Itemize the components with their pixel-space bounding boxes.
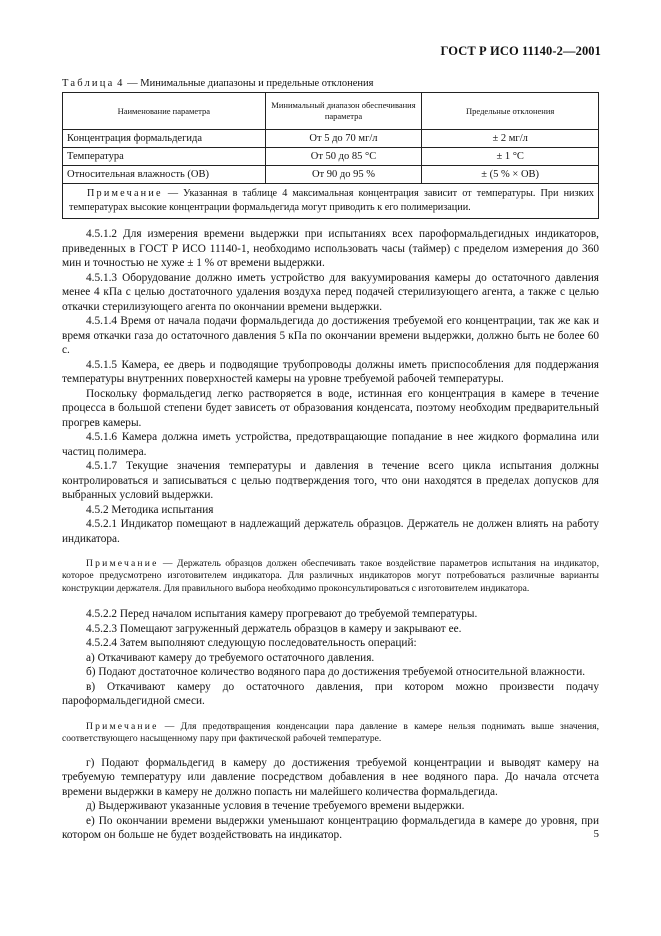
table-header-cell: Минимальный диапазон обеспечивания параметра: [265, 93, 422, 130]
list-item: е) По окончании времени выдержки уменьшают концентрацию формальдегида в камере до уровня, при котором он больше не будет воздействовать на индикатор.: [62, 814, 599, 842]
document-header: ГОСТ Р ИСО 11140-2—2001: [440, 44, 601, 58]
note-paragraph: [62, 721, 599, 746]
paragraph: 4.5.2.2 Перед началом испытания камеру прогревают до требуемой температуры.: [86, 608, 478, 621]
table-header-row: [63, 93, 599, 130]
table-cell: ± (5 % × ОВ): [422, 166, 599, 184]
page-number: 5: [593, 828, 599, 840]
parameters-table: [62, 92, 599, 219]
paragraph: 4.5.1.6 Камера должна иметь устройства, предотвращающие попадание в нее жидкого формалина или частиц полимера.: [62, 431, 599, 458]
table-note-text: — Указанная в таблице 4 максимальная концентрация зависит от температуры. При низких температурах высокие концентрации формальдегида могут приводить к его полимеризации.: [69, 188, 594, 213]
table-row: [63, 166, 599, 184]
table-row: [63, 130, 599, 148]
list-item: б) Подают достаточное количество водяного пара до достижения требуемой относительной влажности.: [86, 666, 586, 679]
table-cell: От 5 до 70 мг/л: [265, 130, 422, 148]
paragraph: 4.5.2.4 Затем выполняют следующую последовательность операций:: [86, 637, 417, 650]
paragraph: 4.5.1.7 Текущие значения температуры и давления в течение всего цикла испытания должны контролироваться и записываться с целью подтверждения того, что они находятся в пределах допусков для выбранных условий выдержки.: [62, 460, 599, 501]
table-cell: Концентрация формальдегида: [63, 130, 266, 148]
note-label: Примечание: [86, 558, 159, 569]
list-item: г) Подают формальдегид в камеру до достижения требуемой концентрации и выводят камеру на требуемую температуру или давление посредством добавления в нее водяного пара. До начала отсчета времени выдержки в камеру не должно попасть ни малейшего количества формальдегида.: [62, 756, 599, 798]
paragraph: Поскольку формальдегид легко растворяется в воде, истинная его концентрация в камере в течение процесса в большой степени будет зависеть от образования конденсата, поэтому необходим предварительный прогрев камеры.: [62, 387, 599, 429]
list-item: а) Откачивают камеру до требуемого остаточного давления.: [86, 651, 375, 664]
note-paragraph: [62, 558, 599, 595]
list-item: д) Выдерживают указанные условия в течение требуемого времени выдержки.: [86, 800, 465, 813]
list-item: в) Откачивают камеру до остаточного давления, при котором можно произвести подачу пароформальдегидной смеси.: [62, 680, 599, 708]
table-cell: Температура: [63, 148, 266, 166]
note-text: — Для предотвращения конденсации пара давление в камере нельзя поднимать выше значения, соответствующего насыщенному пару при фактической рабочей температуре.: [62, 720, 599, 745]
table-cell: Относительная влажность (ОВ): [63, 166, 266, 184]
body-text: [62, 227, 599, 843]
note-label: Примечание: [86, 720, 159, 732]
paragraph: 4.5.1.2 Для измерения времени выдержки при испытаниях всех пароформальдегидных индикаторов, приведенных в ГОСТ Р ИСО 11140-1, необходимо использовать часы (таймер) с пределом измерения до 360 мин и точностью не хуже ± 1 % от времени выдержки.: [62, 228, 599, 269]
table-row: [63, 148, 599, 166]
table-cell: От 50 до 85 °С: [265, 148, 422, 166]
table-cell: От 90 до 95 %: [265, 166, 422, 184]
table-header-cell: Наименование параметра: [63, 93, 266, 130]
paragraph: 4.5.2.1 Индикатор помещают в надлежащий держатель образцов. Держатель не должен влиять на работу индикатора.: [62, 518, 599, 545]
table-caption-number: 4: [117, 78, 125, 89]
paragraph: 4.5.1.3 Оборудование должно иметь устройство для вакуумирования камеры до остаточного давления менее 4 кПа с целью достаточного удаления воздуха перед подачей стерилизующего агента, а также с целью откачки стерилизующего агента по окончании времени выдержки.: [62, 271, 599, 313]
table-note: [63, 184, 599, 219]
table-note-row: [63, 184, 599, 219]
note-text: — Держатель образцов должен обеспечивать такое воздействие параметров испытания на индикатор, которое предусмотрено изготовителем индикатора. Для различных индикаторов могут потребоваться различные варианты конструкции держателя. Для правильного выбора необходимо проконсультироваться с изготовителем индикатора.: [62, 558, 599, 594]
table-caption-label: Таблица: [62, 78, 115, 89]
paragraph: 4.5.2.3 Помещают загруженный держатель образцов в камеру и закрывают ее.: [86, 622, 462, 635]
table-caption-title: — Минимальные диапазоны и предельные отклонения: [124, 78, 374, 89]
table-cell: ± 2 мг/л: [422, 130, 599, 148]
paragraph: 4.5.1.5 Камера, ее дверь и подводящие трубопроводы должны иметь приспособления для поддержания температуры внутренних поверхностей камеры на уровне требуемой рабочей температуры.: [62, 358, 599, 385]
table-note-label: Примечание: [87, 188, 163, 199]
paragraph: 4.5.1.4 Время от начала подачи формальдегида до достижения требуемой его концентрации, так же как и время откачки газа до остаточного давления 5 кПа по окончании времени выдержки, должно быть не более 60 с.: [62, 315, 599, 356]
table-header-cell: Предельные отклонения: [422, 93, 599, 130]
section-heading: 4.5.2 Методика испытания: [86, 503, 214, 516]
table-cell: ± 1 °С: [422, 148, 599, 166]
table-caption: [62, 78, 373, 89]
